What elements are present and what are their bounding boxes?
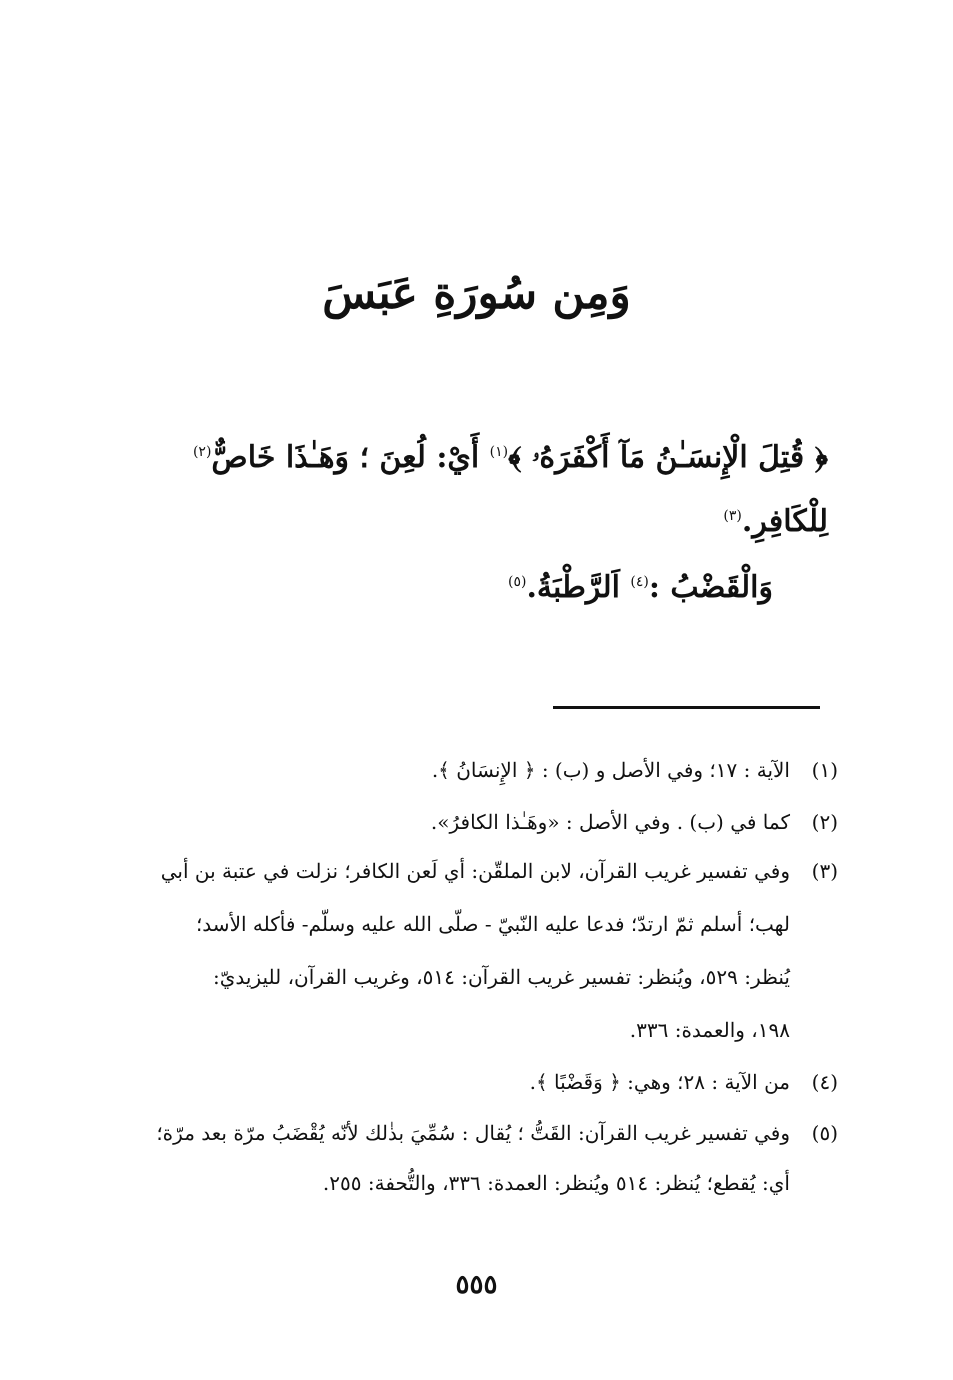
footnote-line: من الآية : ٢٨؛ وهي: ﴿ وَقَضْبًا ﴾. — [529, 1070, 790, 1094]
footnote-marker-4: (٤) — [630, 574, 649, 590]
footnote-separator — [553, 706, 820, 709]
main-text-line-3-definition: اَلرَّطْبَةُ. — [526, 570, 620, 605]
footnote-line: وفي تفسير غريب القرآن، لابن الملقّن: أي لَعن الكافر؛ نزلت في عتبة بن أبي — [160, 859, 790, 883]
surah-title: وَمِن سُورَةِ عَبَسَ — [322, 268, 631, 319]
footnote-number: (٤) — [811, 1070, 838, 1094]
footnote-number: (٥) — [811, 1121, 838, 1145]
main-text-line-3-term: وَالْقَضْبُ : — [648, 570, 773, 605]
footnote-marker-1: (١) — [489, 444, 509, 460]
footnote-marker-3: (٣) — [723, 508, 742, 524]
footnote-number: (٣) — [811, 859, 838, 883]
page-number: ٥٥٥ — [455, 1270, 498, 1300]
footnote-line: الآية : ١٧؛ وفي الأصل و (ب) : ﴿ الإِنسَانُ ﴾. — [431, 758, 790, 782]
main-text-line-3 — [53, 570, 773, 605]
footnote-line: أي: يُقطع؛ يُنظر: ٥١٤ ويُنظر: العمدة: ٣٣٦، والتُّحفة: ٢٥٥. — [322, 1171, 790, 1195]
footnote-line: لهب؛ أسلم ثمّ ارتدّ؛ فدعا عليه النّبيّ - صلّى الله عليه وسلّم- فأكله الأسد؛ — [195, 912, 790, 936]
main-text-line-2-text: لِلْكَافِرِ. — [741, 504, 828, 539]
main-text-line-1 — [108, 440, 828, 475]
footnote-line: وفي تفسير غريب القرآن: القَتُّ ؛ يُقال : سُمِّيَ بذٰلك لأنّه يُقْضَبُ مرّة بعد مرّة؛ — [156, 1121, 790, 1145]
footnote-line: كما في (ب) . وفي الأصل : «وهَـٰذا الكافرُ». — [430, 810, 790, 834]
footnote-number: (٢) — [811, 810, 838, 834]
footnote-line: يُنظر: ٥٢٩، ويُنظر: تفسير غريب القرآن: ٥١٤، وغريب القرآن، لليزيديّ: — [212, 965, 790, 989]
footnote-marker-2: (٢) — [192, 444, 212, 460]
footnote-number: (١) — [811, 758, 838, 782]
main-text-line-2 — [108, 504, 828, 539]
footnote-marker-5: (٥) — [507, 574, 527, 590]
main-text-line-1-text: ﴿ قُتِلَ الْإِنسَـٰنُ مَآ أَكْفَرَهُۥ ﴾$^{(١)}$ أَيْ: لُعِنَ ؛ وَهَـٰذَا خَاصٌّ — [211, 440, 828, 475]
footnote-line: ١٩٨، والعمدة: ٣٣٦. — [629, 1018, 790, 1042]
